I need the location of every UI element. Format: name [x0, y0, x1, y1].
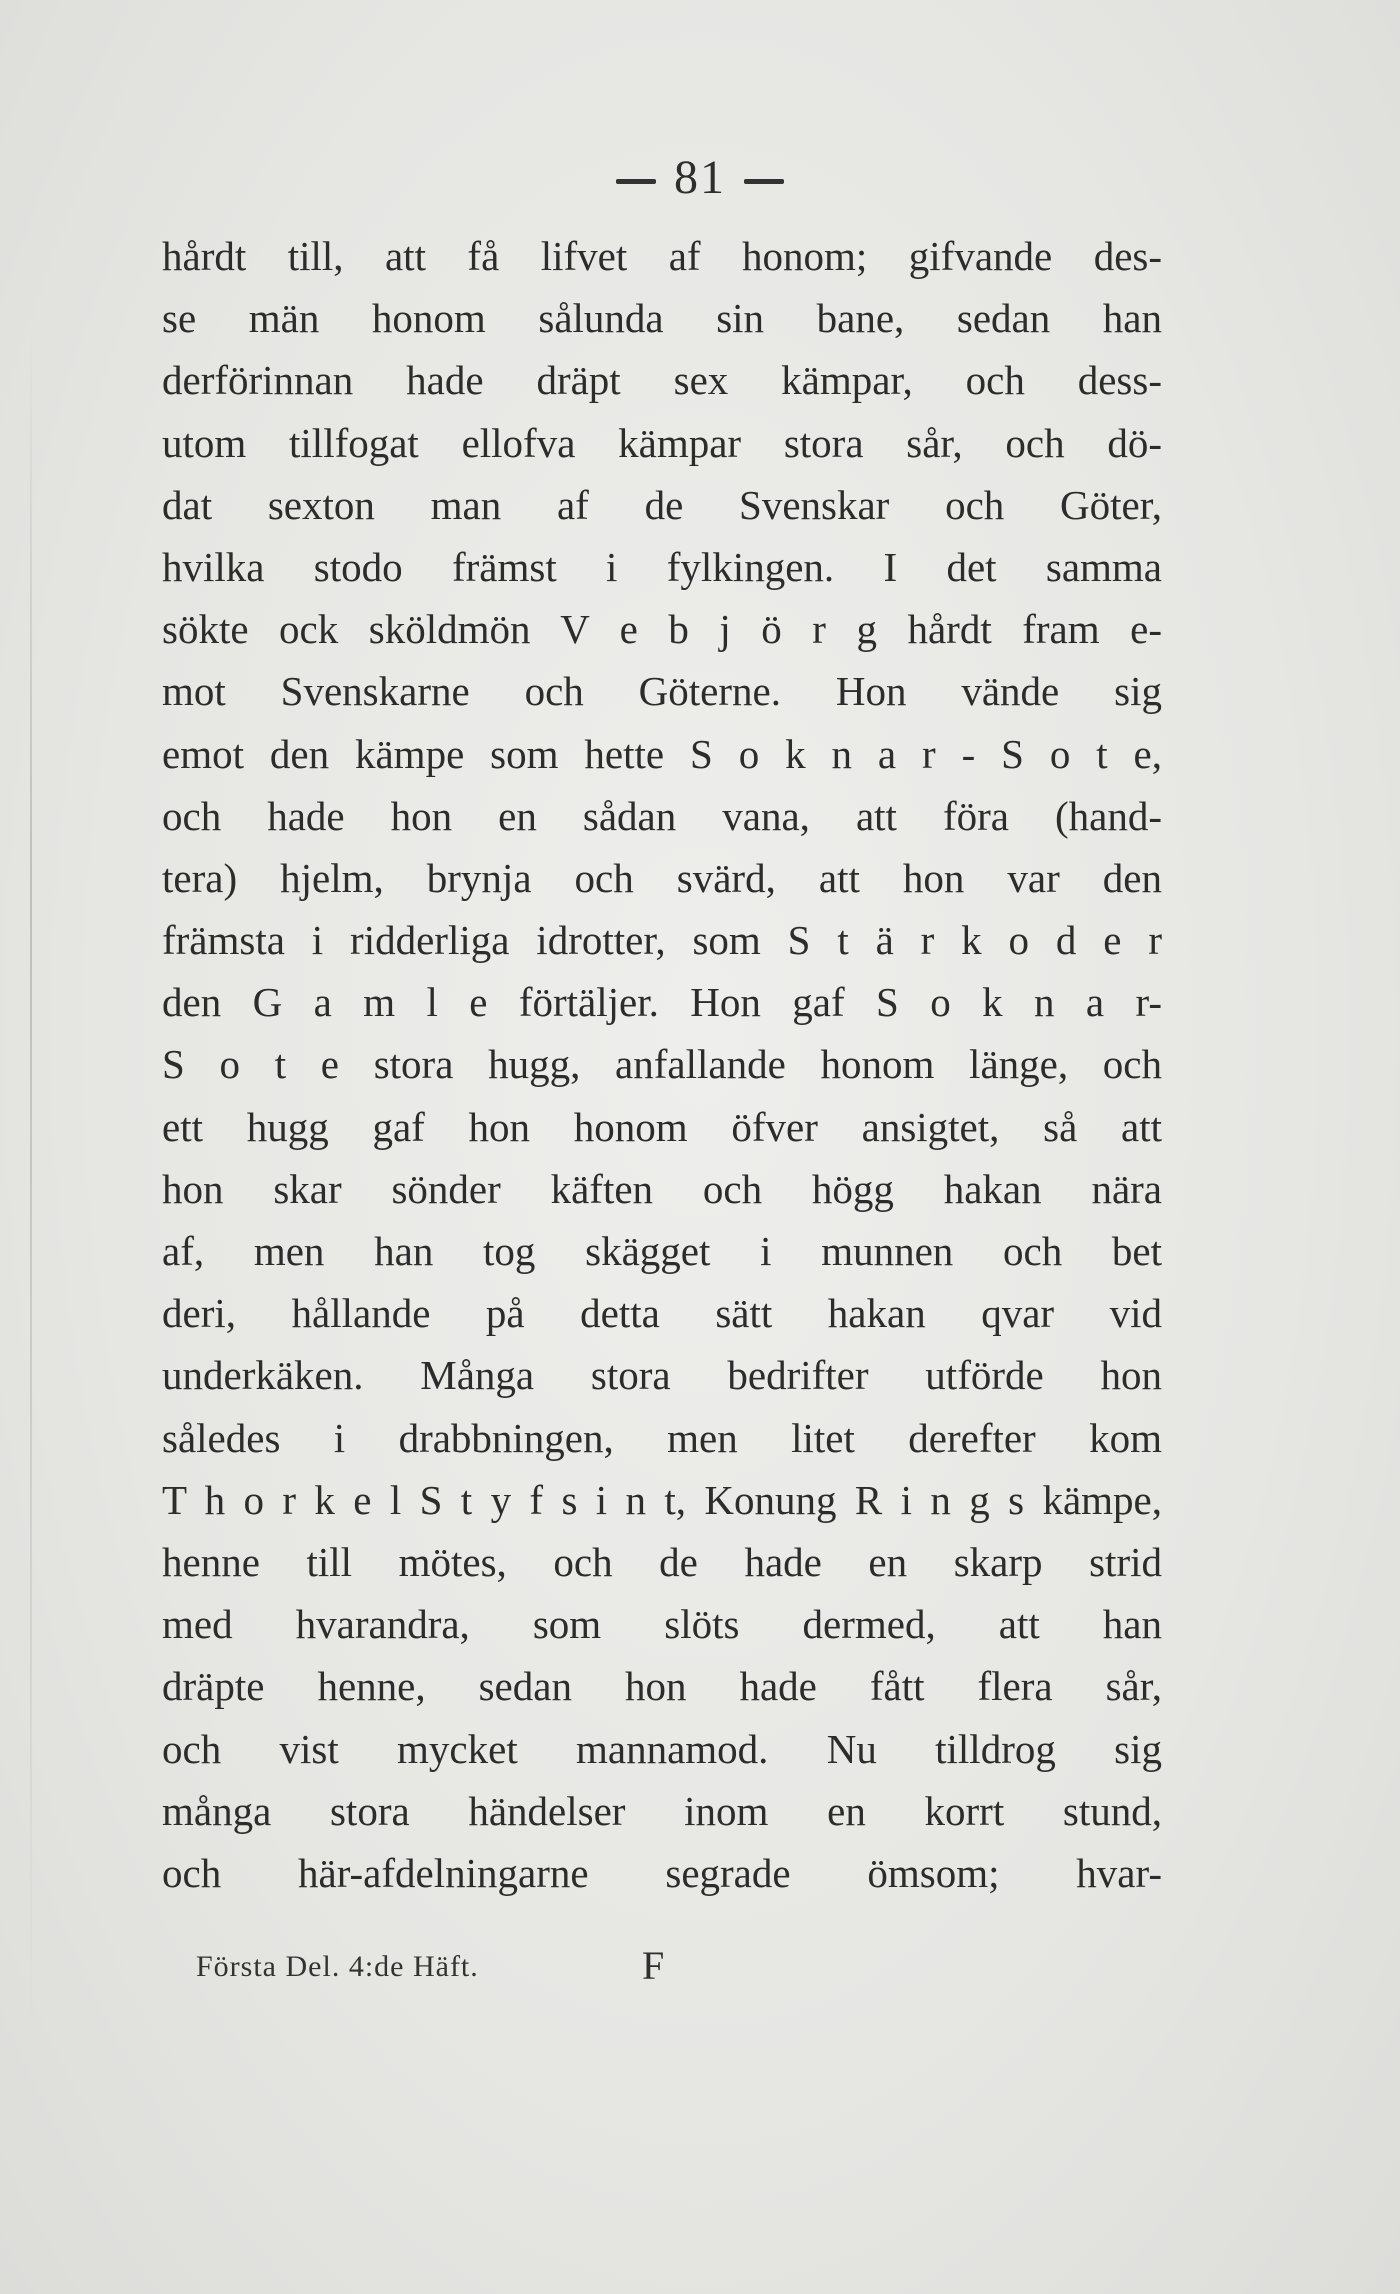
text-line: tera) hjelm, brynja och svärd, att hon var den	[162, 854, 1162, 901]
text-line: den G a m l e förtäljer. Hon gaf S o k n a r-	[162, 979, 1162, 1026]
page-number: 81	[674, 151, 726, 204]
footer-signature-line: Första Del. 4:de Häft.	[196, 1950, 479, 1983]
text-line: och hade hon en sådan vana, att föra (hand-	[162, 792, 1162, 839]
header-dash-right	[744, 179, 784, 184]
text-line: henne till mötes, och de hade en skarp strid	[162, 1538, 1162, 1585]
page-header	[0, 150, 1400, 205]
text-line: och här-afdelningarne segrade ömsom; hvar-	[162, 1849, 1162, 1896]
text-line: mot Svenskarne och Göterne. Hon vände sig	[162, 668, 1162, 715]
text-line: se män honom sålunda sin bane, sedan han	[162, 295, 1162, 342]
text-line: dräpte henne, sedan hon hade fått flera sår,	[162, 1663, 1162, 1710]
text-line: hon skar sönder käften och högg hakan nära	[162, 1165, 1162, 1212]
text-line: dat sexton man af de Svenskar och Göter,	[162, 481, 1162, 528]
text-line: S o t e stora hugg, anfallande honom länge, och	[162, 1041, 1162, 1088]
printer-signature-mark: F	[642, 1943, 665, 1988]
text-line: utom tillfogat ellofva kämpar stora sår, och dö-	[162, 419, 1162, 466]
text-line: många stora händelser inom en korrt stund,	[162, 1787, 1162, 1834]
text-line: hvilka stodo främst i fylkingen. I det samma	[162, 543, 1162, 590]
text-line: emot den kämpe som hette S o k n a r - S o t e,	[162, 730, 1162, 777]
text-line: sökte ock sköldmön V e b j ö r g hårdt fram e-	[162, 606, 1162, 653]
header-dash-left	[616, 179, 656, 184]
text-line: underkäken. Många stora bedrifter utförde hon	[162, 1352, 1162, 1399]
text-line: af, men han tog skägget i munnen och bet	[162, 1228, 1162, 1274]
text-line: med hvarandra, som slöts dermed, att han	[162, 1601, 1162, 1648]
text-line: således i drabbningen, men litet derefter kom	[162, 1414, 1162, 1461]
text-line: och vist mycket mannamod. Nu tilldrog sig	[162, 1725, 1162, 1772]
text-line: T h o r k e l S t y f s i n t, Konung R i n g s kämpe,	[162, 1476, 1162, 1523]
page-edge-shadow	[30, 330, 32, 2030]
text-line: derförinnan hade dräpt sex kämpar, och dess-	[162, 357, 1162, 404]
text-line: hårdt till, att få lifvet af honom; gifvande des-	[162, 233, 1162, 279]
text-line: ett hugg gaf hon honom öfver ansigtet, så att	[162, 1103, 1162, 1150]
text-line: främsta i ridderliga idrotter, som S t ä r k o d e r	[162, 917, 1162, 964]
text-line: deri, hållande på detta sätt hakan qvar vid	[162, 1290, 1162, 1337]
body-text	[162, 225, 1162, 1904]
